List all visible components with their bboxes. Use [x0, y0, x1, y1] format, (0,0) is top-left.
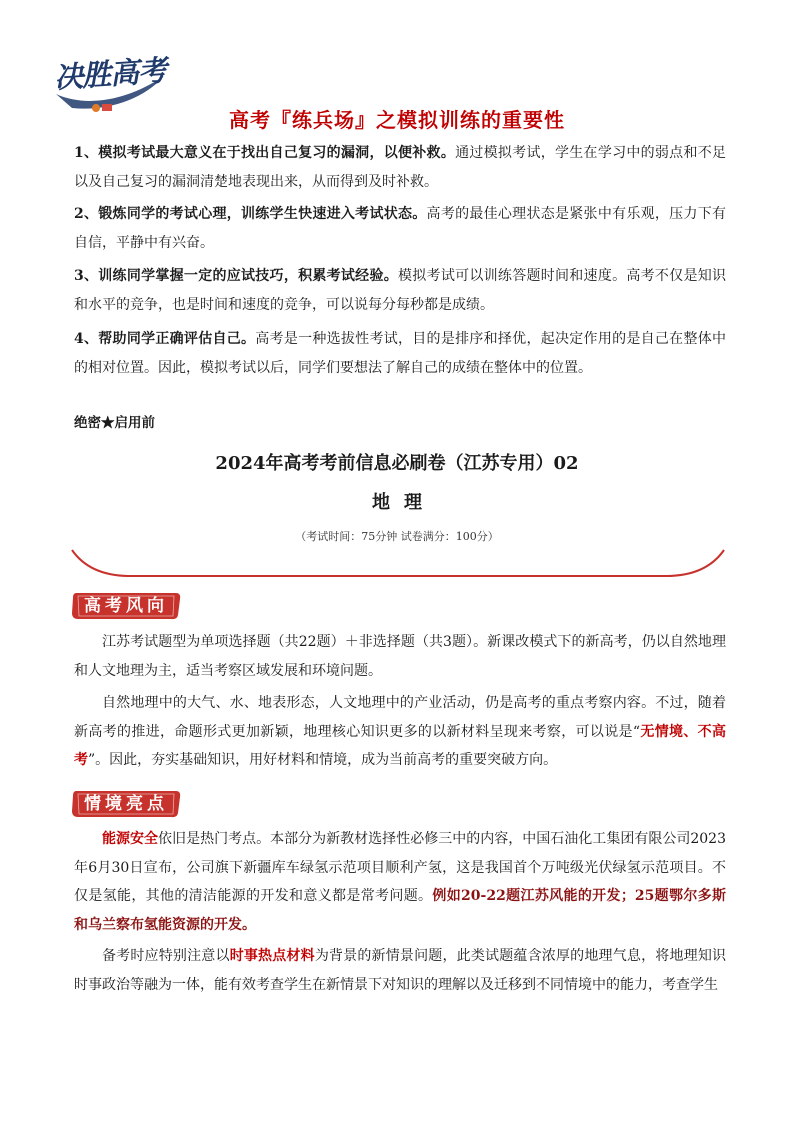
- highlight-paragraph-1: [74, 825, 726, 939]
- text-segment: ”。因此，夯实基础知识，用好材料和情境，成为当前高考的重要突破方向。: [88, 752, 558, 768]
- trend-paragraph-2: [74, 689, 726, 775]
- intro-rest: 高考的最佳心理状态是紧张中有乐观，压力下有自信，平静中有兴奋。: [74, 206, 726, 251]
- subject-title: 地理: [372, 492, 436, 513]
- banner-title: 高考『练兵场』之模拟训练的重要性: [229, 108, 565, 132]
- intro-rest: 模拟考试可以训练答题时间和速度。高考不仅是知识和水平的竞争，也是时间和速度的竞争，可以说每分每秒都是成绩。: [74, 268, 727, 313]
- intro-item-3: [74, 262, 726, 319]
- intro-lead: 4、帮助同学正确评估自己。: [74, 331, 256, 347]
- intro-rest: 高考是一种选拔性考试，目的是排序和择优，起决定作用的是自己在整体中的相对位置。因此，模拟考试以后，同学们要想法了解自己的成绩在整体中的位置。: [74, 331, 726, 376]
- intro-item-4: [74, 325, 726, 382]
- highlight-text: 时事热点材料: [229, 948, 315, 964]
- example-text: 例如20-22题江苏风能的开发；25题鄂尔多斯和乌兰察布氢能资源的开发。: [74, 888, 726, 933]
- text-segment: 自然地理中的大气、水、地表形态，人文地理中的产业活动，仍是高考的重点考察内容。不过，随着新高考的推进，命题形式更加新颖，地理核心知识更多的以新材料呈现来考察，可以说是“: [74, 695, 726, 740]
- highlight-paragraph-2: [74, 942, 726, 999]
- intro-lead: 2、锻炼同学的考试心理，训练学生快速进入考试状态。: [74, 206, 427, 222]
- tag-label: 高考风向: [84, 596, 168, 616]
- logo-text: 决胜高考: [53, 53, 168, 95]
- section-tag-highlight: [70, 789, 182, 819]
- text-segment: 备考时应特别注意以: [102, 948, 230, 964]
- intro-item-2: [74, 200, 726, 257]
- exam-title: 2024年高考考前信息必刷卷（江苏专用）02: [215, 453, 579, 474]
- secret-label: 绝密★启用前: [74, 415, 155, 431]
- tag-label: 情境亮点: [84, 794, 168, 814]
- exam-info: （考试时间：75分钟 试卷满分：100分）: [295, 530, 499, 543]
- section-tag-trend: [70, 591, 182, 621]
- highlight-text: 能源安全: [102, 831, 159, 847]
- header-divider: [70, 548, 726, 580]
- text-segment: 依旧是热门考点。本部分为新教材选择性必修三中的内容，中国石油化工集团有限公司2023年6月30日宣布，公司旗下新疆库车绿氢示范项目顺利产氢，这是我国首个万吨级光伏绿氢示范项目。不仅是氢能，其他的清洁能源的开发和意义都是常考问题。: [74, 831, 726, 904]
- highlight-text: 无情境、不高考: [74, 723, 727, 768]
- text-segment: 为背景的新情景问题，此类试题蕴含浓厚的地理气息，将地理知识时事政治等融为一体，能有效考查学生在新情景下对知识的理解以及迁移到不同情境中的能力，考查学生: [74, 948, 727, 993]
- intro-item-1: [74, 139, 726, 196]
- intro-lead: 1、模拟考试最大意义在于找出自己复习的漏洞，以便补救。: [74, 145, 456, 161]
- intro-rest: 通过模拟考试，学生在学习中的弱点和不足以及自己复习的漏洞清楚地表现出来，从而得到及时补救。: [74, 145, 726, 190]
- trend-paragraph-1: 江苏考试题型为单项选择题（共22题）＋非选择题（共3题）。新课改模式下的新高考，仍以自然地理和人文地理为主，适当考察区域发展和环境问题。: [74, 634, 726, 679]
- intro-lead: 3、训练同学掌握一定的应试技巧，积累考试经验。: [74, 268, 399, 284]
